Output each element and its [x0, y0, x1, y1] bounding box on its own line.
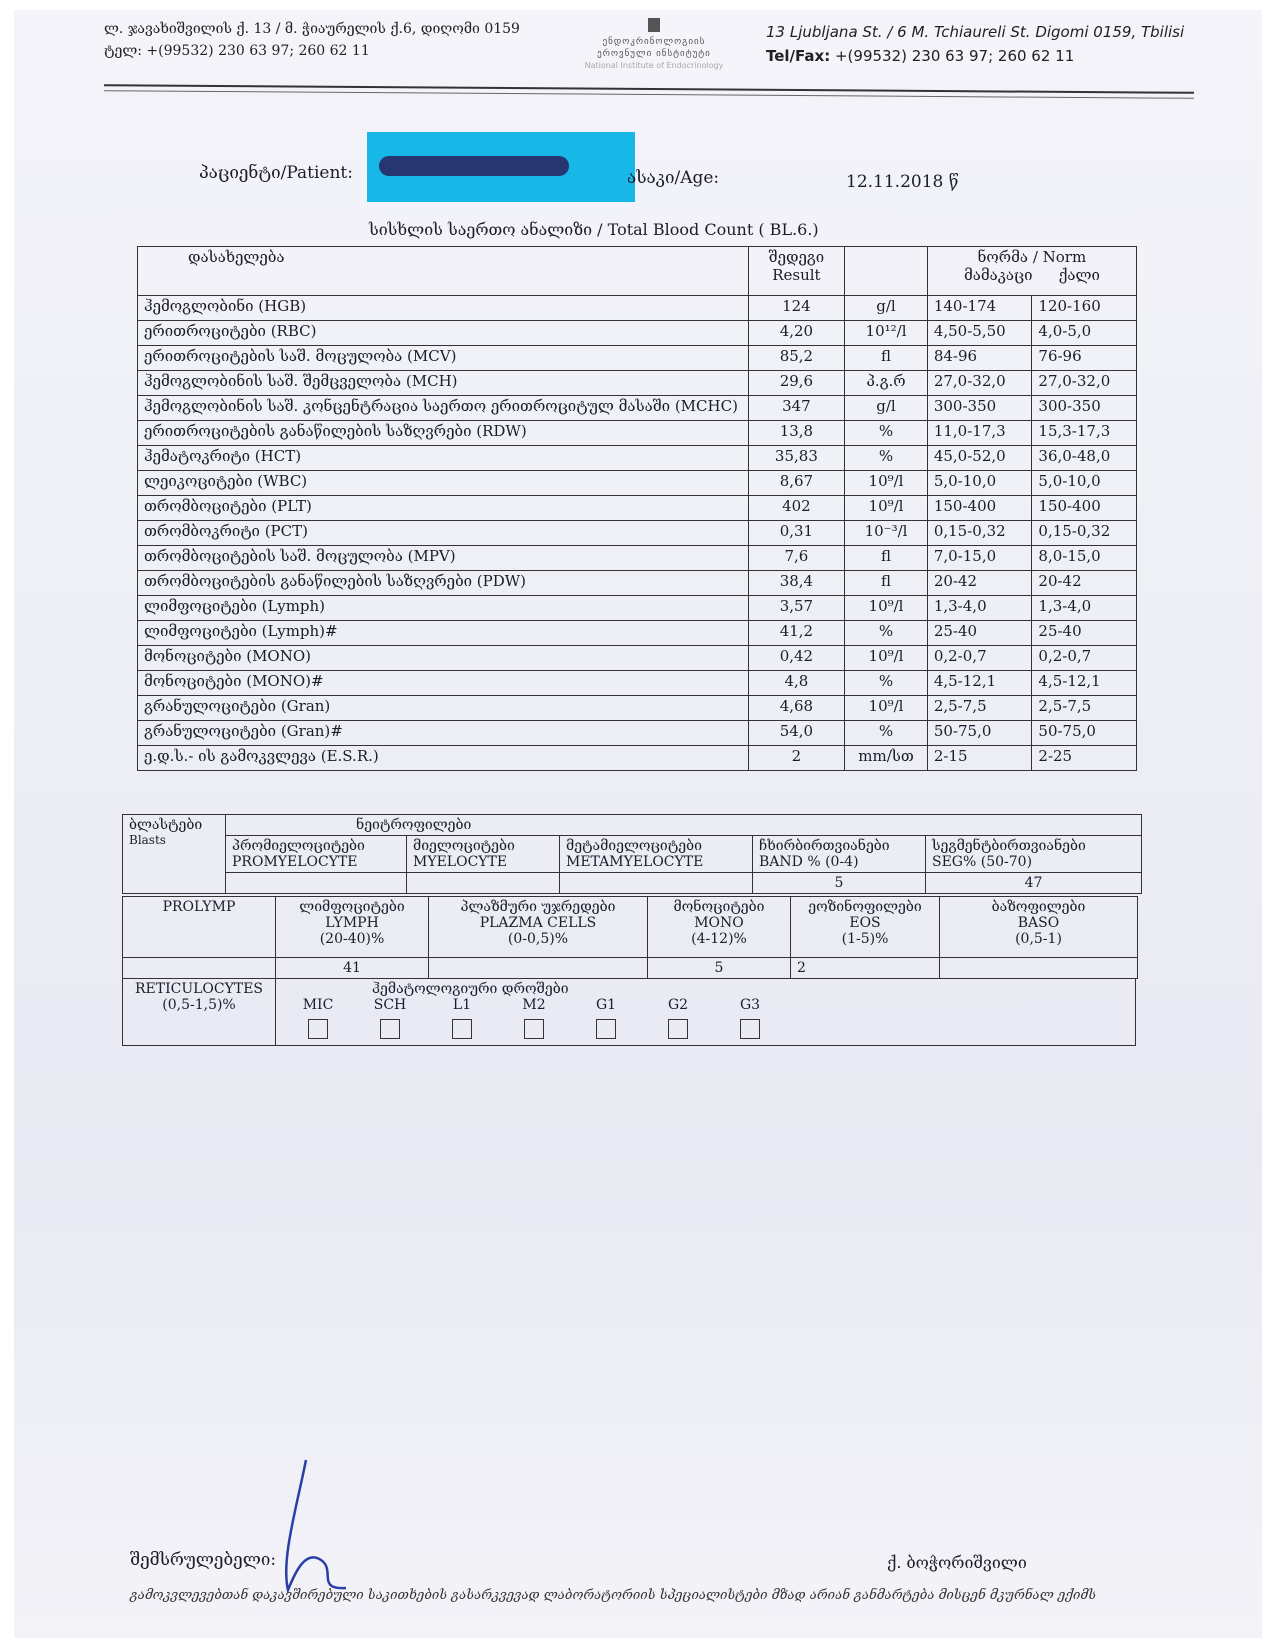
table-row — [138, 596, 1137, 621]
row-norm-female: 25-40 — [1032, 621, 1137, 646]
row-norm-female: 76-96 — [1032, 346, 1137, 371]
row-unit: 10¹²/l — [845, 321, 928, 346]
prolymp-cell: PROLYMP — [123, 897, 276, 958]
table-row — [138, 371, 1137, 396]
left-phone: ტელ: +(99532) 230 63 97; 260 62 11 — [104, 43, 370, 59]
row-unit: % — [845, 721, 928, 746]
eos-cell: ეოზინოფილები EOS (1-5)% — [791, 897, 940, 958]
flag-label: G3 — [739, 997, 761, 1013]
row-name: მონოციტები (MONO)# — [138, 671, 749, 696]
row-norm-female: 27,0-32,0 — [1032, 371, 1137, 396]
row-norm-female: 2,5-7,5 — [1032, 696, 1137, 721]
row-unit: g/l — [845, 296, 928, 321]
row-result: 38,4 — [748, 571, 845, 596]
row-result: 124 — [748, 296, 845, 321]
flag-label: G2 — [667, 997, 689, 1013]
row-norm-male: 150-400 — [927, 496, 1032, 521]
flag-label: L1 — [452, 997, 472, 1013]
header-result: შედეგი Result — [748, 247, 845, 296]
row-name: ერითროციტების საშ. მოცულობა (MCV) — [138, 346, 749, 371]
row-name: ჰემოგლობინი (HGB) — [138, 296, 749, 321]
table-row — [138, 296, 1137, 321]
row-norm-male: 2-15 — [927, 746, 1032, 771]
performer-label: შემსრულებელი: — [130, 1550, 277, 1570]
row-unit: fl — [845, 546, 928, 571]
row-norm-female: 0,2-0,7 — [1032, 646, 1137, 671]
table-row — [138, 396, 1137, 421]
flag-list — [282, 997, 1129, 1043]
row-unit: 10⁹/l — [845, 646, 928, 671]
flag-item — [354, 997, 426, 1043]
row-result: 35,83 — [748, 446, 845, 471]
promyelocyte-cell: პრომიელოციტები PROMYELOCYTE — [226, 836, 407, 873]
row-result: 4,68 — [748, 696, 845, 721]
flag-item — [498, 997, 570, 1043]
eos-value: 2 — [791, 958, 940, 979]
morphology-flags-cell: ჰემატოლოგიური დროშები MIC SCH L1 M2 G1 G2 G3 — [276, 979, 1136, 1046]
row-norm-male: 50-75,0 — [927, 721, 1032, 746]
row-result: 0,31 — [748, 521, 845, 546]
flag-checkbox[interactable] — [452, 1019, 472, 1039]
row-name: თრომბოციტები (PLT) — [138, 496, 749, 521]
neutrophil-table — [122, 814, 1142, 894]
row-norm-female: 0,15-0,32 — [1032, 521, 1137, 546]
table-row — [138, 621, 1137, 646]
row-result: 41,2 — [748, 621, 845, 646]
leukocyte-formula-table — [122, 896, 1138, 979]
row-name: თრომბოციტების განაწილების საზღვრები (PDW) — [138, 571, 749, 596]
report-date: 12.11.2018 წ — [846, 172, 959, 192]
doctor-name: ქ. ბოჭორიშვილი — [887, 1553, 1027, 1572]
row-result: 85,2 — [748, 346, 845, 371]
flag-item — [426, 997, 498, 1043]
row-name: ერითროციტების განაწილების საზღვრები (RDW) — [138, 421, 749, 446]
flag-item — [642, 997, 714, 1043]
row-norm-male: 4,5-12,1 — [927, 671, 1032, 696]
report-title: სისხლის საერთო ანალიზი / Total Blood Count ( BL.6.) — [369, 220, 819, 239]
table-row — [138, 471, 1137, 496]
metamyelocyte-cell: მეტამიელოციტები METAMYELOCYTE — [560, 836, 753, 873]
row-norm-male: 0,2-0,7 — [927, 646, 1032, 671]
row-norm-female: 36,0-48,0 — [1032, 446, 1137, 471]
row-unit: % — [845, 421, 928, 446]
row-norm-female: 4,0-5,0 — [1032, 321, 1137, 346]
row-name: ლიმფოციტები (Lymph)# — [138, 621, 749, 646]
row-result: 13,8 — [748, 421, 845, 446]
row-name: ლეიკოციტები (WBC) — [138, 471, 749, 496]
row-norm-female: 8,0-15,0 — [1032, 546, 1137, 571]
table-row — [138, 571, 1137, 596]
mono-cell: მონოციტები MONO (4-12)% — [648, 897, 791, 958]
flag-checkbox[interactable] — [308, 1019, 328, 1039]
row-norm-female: 5,0-10,0 — [1032, 471, 1137, 496]
right-address: 13 Ljubljana St. / 6 M. Tchiaureli St. Digomi 0159, Tbilisi — [766, 23, 1185, 41]
blasts-cell: ბლასტები Blasts — [123, 815, 226, 894]
row-name: ე.დ.ს.- ის გამოკვლევა (E.S.R.) — [138, 746, 749, 771]
right-phone-line: Tel/Fax: +(99532) 230 63 97; 260 62 11 — [766, 47, 1075, 65]
row-result: 54,0 — [748, 721, 845, 746]
reticulocytes-cell: RETICULOCYTES (0,5-1,5)% — [123, 979, 276, 1046]
table-row — [138, 646, 1137, 671]
row-norm-male: 140-174 — [927, 296, 1032, 321]
row-unit: % — [845, 621, 928, 646]
header-left — [104, 18, 520, 62]
flag-checkbox[interactable] — [740, 1019, 760, 1039]
flag-checkbox[interactable] — [668, 1019, 688, 1039]
band-cell: ჩხირბირთვიანები BAND % (0-4) — [753, 836, 926, 873]
row-name: ლიმფოციტები (Lymph) — [138, 596, 749, 621]
table-row — [138, 446, 1137, 471]
flag-label: SCH — [373, 997, 407, 1013]
row-result: 7,6 — [748, 546, 845, 571]
flag-item — [282, 997, 354, 1043]
row-norm-male: 84-96 — [927, 346, 1032, 371]
flag-checkbox[interactable] — [596, 1019, 616, 1039]
row-name: გრანულოციტები (Gran)# — [138, 721, 749, 746]
reticulocyte-table — [122, 978, 1136, 1046]
row-unit: 10⁹/l — [845, 596, 928, 621]
row-name: მონოციტები (MONO) — [138, 646, 749, 671]
table-header-row — [138, 247, 1137, 296]
row-unit: % — [845, 446, 928, 471]
flag-item — [714, 997, 786, 1043]
header-right — [766, 20, 1184, 68]
row-norm-male: 25-40 — [927, 621, 1032, 646]
row-norm-male: 27,0-32,0 — [927, 371, 1032, 396]
table-row — [138, 321, 1137, 346]
table-row — [138, 546, 1137, 571]
row-unit: 10⁹/l — [845, 471, 928, 496]
row-name: თრომბოციტების საშ. მოცულობა (MPV) — [138, 546, 749, 571]
disclaimer: გამოკვლევებთან დაკავშირებული საკითხების გასარკვევად ლაბორატორიის სპეციალისტები მზად არიან განმარტება მისცენ მკურნალ ექიმს — [130, 1588, 1097, 1603]
left-address: ლ. ჯავახიშვილის ქ. 13 / მ. ჭიაურელის ქ.6, დიღომი 0159 — [104, 21, 520, 37]
row-unit: პ.გ.რ — [845, 371, 928, 396]
row-norm-male: 300-350 — [927, 396, 1032, 421]
results-rows — [138, 296, 1137, 771]
row-result: 3,57 — [748, 596, 845, 621]
row-unit: mm/სთ — [845, 746, 928, 771]
mono-value: 5 — [648, 958, 791, 979]
patient-label: პაციენტი/Patient: — [199, 163, 353, 183]
table-row — [138, 521, 1137, 546]
row-name: გრანულოციტები (Gran) — [138, 696, 749, 721]
table-row — [138, 746, 1137, 771]
row-norm-female: 1,3-4,0 — [1032, 596, 1137, 621]
row-unit: fl — [845, 571, 928, 596]
document-page — [14, 10, 1262, 1638]
flag-item — [570, 997, 642, 1043]
table-row — [138, 421, 1137, 446]
plasma-cell: პლაზმური უჯრედები PLAZMA CELLS (0-0,5)% — [429, 897, 648, 958]
row-unit: g/l — [845, 396, 928, 421]
flag-label: G1 — [595, 997, 617, 1013]
neutrophils-heading: ნეიტროფილები — [226, 815, 1142, 836]
row-result: 347 — [748, 396, 845, 421]
row-norm-male: 7,0-15,0 — [927, 546, 1032, 571]
row-norm-male: 0,15-0,32 — [927, 521, 1032, 546]
row-norm-female: 120-160 — [1032, 296, 1137, 321]
row-norm-female: 150-400 — [1032, 496, 1137, 521]
seg-value: 47 — [926, 873, 1142, 894]
row-result: 402 — [748, 496, 845, 521]
row-unit: fl — [845, 346, 928, 371]
results-table — [137, 246, 1137, 771]
myelocyte-cell: მიელოციტები MYELOCYTE — [407, 836, 560, 873]
row-name: ჰემოგლობინის საშ. შემცველობა (MCH) — [138, 371, 749, 396]
row-result: 8,67 — [748, 471, 845, 496]
row-name: ჰემოგლობინის საშ. კონცენტრაცია საერთო ერითროციტულ მასაში (MCHC) — [138, 396, 749, 421]
header-unit — [845, 247, 928, 296]
row-unit: 10⁻³/l — [845, 521, 928, 546]
row-name: ერითროციტები (RBC) — [138, 321, 749, 346]
row-norm-female: 300-350 — [1032, 396, 1137, 421]
row-norm-female: 4,5-12,1 — [1032, 671, 1137, 696]
header-indicator: დასახელება — [138, 247, 749, 296]
row-result: 2 — [748, 746, 845, 771]
table-row — [138, 671, 1137, 696]
row-unit: 10⁹/l — [845, 496, 928, 521]
row-norm-male: 11,0-17,3 — [927, 421, 1032, 446]
row-norm-female: 15,3-17,3 — [1032, 421, 1137, 446]
flag-label: M2 — [522, 997, 546, 1013]
table-row — [138, 346, 1137, 371]
seg-cell: სეგმენტბირთვიანები SEG% (50-70) — [926, 836, 1142, 873]
row-norm-female: 20-42 — [1032, 571, 1137, 596]
band-value: 5 — [753, 873, 926, 894]
row-norm-male: 4,50-5,50 — [927, 321, 1032, 346]
institute-logo: ენდოკრინოლოგიის ეროვნული ინსტიტუტი National Institute of Endocrinology — [559, 18, 749, 72]
row-unit: 10⁹/l — [845, 696, 928, 721]
lymph-cell: ლიმფოციტები LYMPH (20-40)% — [276, 897, 429, 958]
row-norm-female: 2-25 — [1032, 746, 1137, 771]
flag-label: MIC — [302, 997, 334, 1013]
row-unit: % — [845, 671, 928, 696]
table-row — [138, 696, 1137, 721]
lymph-value: 41 — [276, 958, 429, 979]
row-result: 4,8 — [748, 671, 845, 696]
row-norm-male: 20-42 — [927, 571, 1032, 596]
row-result: 0,42 — [748, 646, 845, 671]
row-norm-male: 1,3-4,0 — [927, 596, 1032, 621]
age-label: ასაკი/Age: — [627, 168, 720, 188]
row-result: 4,20 — [748, 321, 845, 346]
row-norm-male: 5,0-10,0 — [927, 471, 1032, 496]
signature — [276, 1450, 396, 1600]
row-norm-male: 45,0-52,0 — [927, 446, 1032, 471]
table-row — [138, 721, 1137, 746]
redacted-patient-name — [367, 132, 635, 202]
table-row — [138, 496, 1137, 521]
flag-checkbox[interactable] — [524, 1019, 544, 1039]
row-name: ჰემატოკრიტი (HCT) — [138, 446, 749, 471]
row-norm-male: 2,5-7,5 — [927, 696, 1032, 721]
logo-emblem-icon — [648, 18, 660, 32]
header-norm: ნორმა / Norm მამაკაცი ქალი — [927, 247, 1136, 296]
flag-checkbox[interactable] — [380, 1019, 400, 1039]
header-divider — [104, 84, 1194, 94]
row-name: თრომბოკრიტი (PCT) — [138, 521, 749, 546]
baso-cell: ბაზოფილები BASO (0,5-1) — [940, 897, 1138, 958]
row-norm-female: 50-75,0 — [1032, 721, 1137, 746]
row-result: 29,6 — [748, 371, 845, 396]
